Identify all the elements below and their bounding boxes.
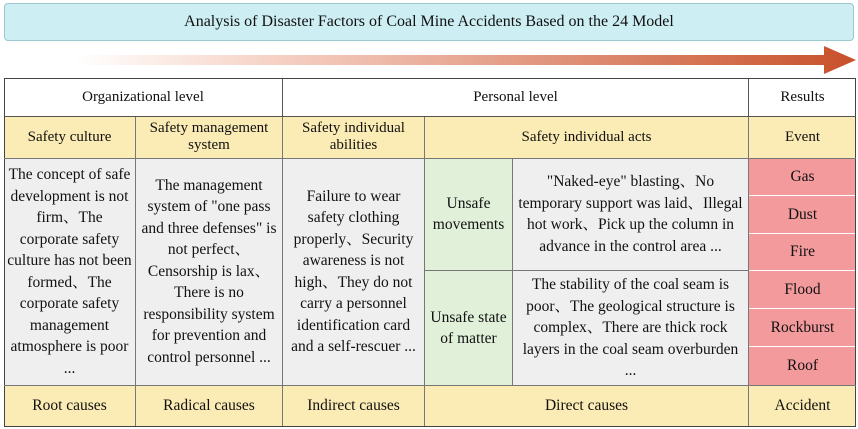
diagram-title: Analysis of Disaster Factors of Coal Mine Accidents Based on the 24 Model <box>4 3 854 41</box>
event-rockburst: Rockburst <box>749 309 856 347</box>
accident-label: Accident <box>749 385 856 427</box>
progression-arrow-icon <box>76 44 858 76</box>
event-roof: Roof <box>749 347 856 385</box>
unsafe-movements-detail: "Naked-eye" blasting、No temporary support was laid、Illegal hot work、Pick up the column in advance in the control area ... <box>513 158 749 271</box>
results-header: Results <box>749 78 856 116</box>
event-header: Event <box>749 116 856 158</box>
row-divider-1 <box>4 116 856 117</box>
safety-abilities-body: Failure to wear safety clothing properly、Security awareness is not high、They do not carry a personnel identification card and a self-rescuer ... <box>283 158 425 385</box>
unsafe-movements-label: Unsafe movements <box>425 158 513 271</box>
safety-management-body: The management system of "one pass and three defenses" is not perfect、Censorship is lax、There is no responsibility system for prevention and control personnel ... <box>136 158 283 385</box>
direct-causes-label: Direct causes <box>425 385 749 427</box>
indirect-causes-label: Indirect causes <box>283 385 425 427</box>
safety-management-header: Safety management system <box>136 116 283 158</box>
root-causes-label: Root causes <box>4 385 136 427</box>
radical-causes-label: Radical causes <box>136 385 283 427</box>
safety-acts-header: Safety individual acts <box>425 116 749 158</box>
organizational-level-header: Organizational level <box>4 78 283 116</box>
safety-abilities-header: Safety individual abilities <box>283 116 425 158</box>
event-dust: Dust <box>749 196 856 234</box>
safety-culture-header: Safety culture <box>4 116 136 158</box>
event-flood: Flood <box>749 271 856 309</box>
unsafe-state-detail: The stability of the coal seam is poor、The geological structure is complex、There are thick rock layers in the coal seam overburden ... <box>513 271 749 385</box>
safety-culture-body: The concept of safe development is not firm、The corporate safety culture has not been formed、The corporate safety management atmosphere is poor ... <box>4 158 136 385</box>
personal-level-header: Personal level <box>283 78 749 116</box>
unsafe-state-label: Unsafe state of matter <box>425 271 513 385</box>
event-fire: Fire <box>749 234 856 271</box>
event-gas: Gas <box>749 158 856 196</box>
row-divider-3 <box>4 385 856 386</box>
row-divider-2 <box>4 158 856 159</box>
